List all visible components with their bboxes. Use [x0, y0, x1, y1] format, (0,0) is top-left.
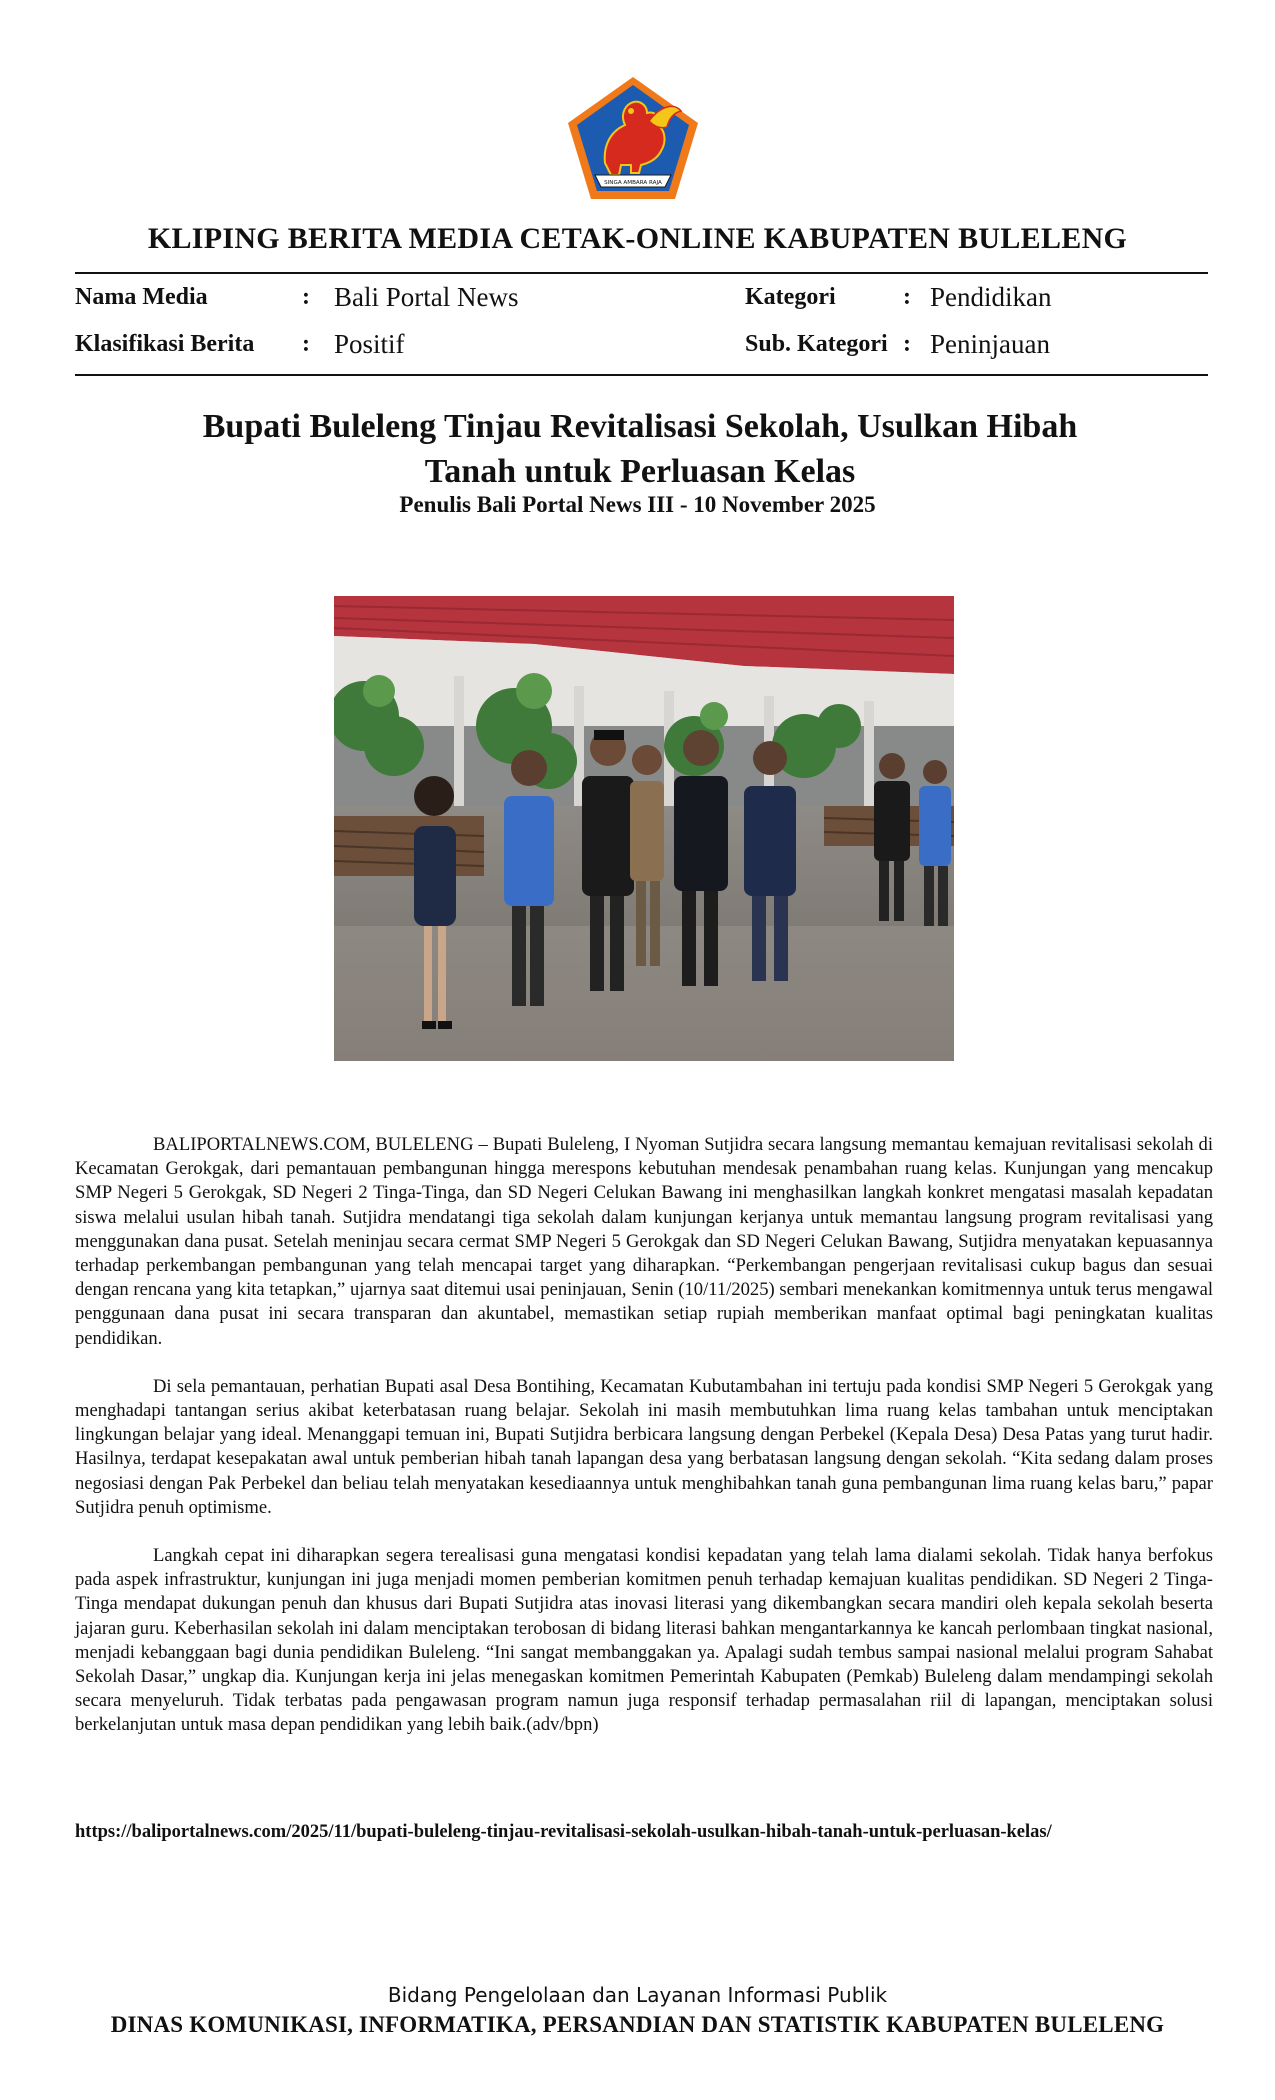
- article-paragraph-1: BALIPORTALNEWS.COM, BULELENG – Bupati Buleleng, I Nyoman Sutjidra secara langsung memantau kemajuan revitalisasi sekolah di Kecamatan Gerokgak, dari pemantauan pembangunan hingga merespons kebutuhan mendesak penambahan ruang kelas. Kunjungan yang mencakup SMP Negeri 5 Gerokgak, SD Negeri 2 Tinga-Tinga, dan SD Negeri Celukan Bawang ini menghasilkan langkah konkret mengatasi masalah kepadatan siswa melalui usulan hibah tanah. Sutjidra mendatangi tiga sekolah dalam kunjungan kerjanya untuk memantau langsung program revitalisasi yang menggunakan dana pusat. Setelah meninjau secara cermat SMP Negeri 5 Gerokgak dan SD Negeri Celukan Bawang, Sutjidra menyatakan kepuasannya terhadap perkembangan pembangunan yang telah mencapai target yang diharapkan. “Perkembangan pengerjaan revitalisasi cukup bagus dan sesuai dengan rencana yang kita tetapkan,” ujarnya saat ditemui usai peninjauan, Senin (10/11/2025) sembari menekankan komitmennya untuk terus mengawal penggunaan dana pusat ini secara transparan dan akuntabel, memastikan setiap rupiah memberikan manfaat optimal bagi peningkatan kualitas pendidikan.: [75, 1134, 1213, 1349]
- media-name-value: Bali Portal News: [334, 282, 519, 312]
- classification-colon: :: [302, 331, 310, 357]
- classification-value: Positif: [334, 329, 405, 359]
- article-paragraph-2: Di sela pemantauan, perhatian Bupati asal Desa Bontihing, Kecamatan Kubutambahan ini tertuju pada kondisi SMP Negeri 5 Gerokgak yang menghadapi tantangan serius akibat keterbatasan ruang belajar. Sekolah ini masih membutuhkan lima ruang kelas tambahan untuk menciptakan lingkungan belajar yang ideal. Menanggapi temuan ini, Bupati Sutjidra berbicara langsung dengan Perbekel (Kepala Desa) Desa Patas yang turut hadir. Hasilnya, terdapat kesepakatan awal untuk pemberian hibah tanah lapangan desa yang berbatasan langsung dengan sekolah. “Kita sedang dalam proses negosiasi dengan Pak Perbekel dan beliau telah menyatakan kesediaannya untuk menghibahkan tanah guna pembangunan lima ruang kelas baru,” papar Sutjidra penuh optimisme.: [75, 1375, 1213, 1518]
- article-paragraph-3: Langkah cepat ini diharapkan segera terealisasi guna mengatasi kondisi kepadatan yang telah lama dialami sekolah. Tidak hanya berfokus pada aspek infrastruktur, kunjungan ini juga menjadi momen pemberian komitmen penuh terhadap kemajuan kualitas pendidikan. SD Negeri 2 Tinga-Tinga mendapat dukungan penuh dan khusus dari Bupati Sutjidra atas inovasi literasi yang dikembangkan secara mandiri oleh kepala sekolah beserta jajaran guru. Keberhasilan sekolah ini dalam menciptakan terobosan di bidang literasi bahkan mengantarkannya ke kancah perlombaan tingkat nasional, menjadi kebanggaan bagi dunia pendidikan Buleleng. “Ini sangat membanggakan ya. Apalagi sudah tembus sampai nasional melalui program Sahabat Sekolah Dasar,” ungkap dia. Kunjungan kerja ini jelas menegaskan komitmen Pemerintah Kabupaten (Pemkab) Buleleng dalam mendampingi sekolah secara menyeluruh. Tidak terbatas pada pengawasan program namun juga responsif terhadap permasalahan riil di lapangan, menciptakan solusi berkelanjutan untuk masa depan pendidikan yang lebih baik.(adv/bpn): [75, 1545, 1213, 1736]
- sub-category-colon: :: [903, 331, 911, 357]
- article-body: [75, 1133, 1213, 1762]
- article-title-line-2: Tanah untuk Perluasan Kelas: [424, 453, 856, 490]
- article-title: [120, 404, 1160, 494]
- footer-department: DINAS KOMUNIKASI, INFORMATIKA, PERSANDIAN DAN STATISTIK KABUPATEN BULELENG: [110, 2012, 1165, 2037]
- article-byline: Penulis Bali Portal News III - 10 November 2025: [399, 492, 876, 517]
- header-divider: [75, 272, 1208, 274]
- category-colon: :: [903, 284, 911, 310]
- classification-label: Klasifikasi Berita: [75, 331, 255, 357]
- clipping-header-title: KLIPING BERITA MEDIA CETAK-ONLINE KABUPATEN BULELENG: [147, 222, 1128, 255]
- media-name-label: Nama Media: [75, 284, 208, 310]
- sub-category-label: Sub. Kategori: [745, 331, 888, 357]
- sub-category-value: Peninjauan: [930, 329, 1050, 359]
- footer-division: Bidang Pengelolaan dan Layanan Informasi Publik: [387, 1983, 888, 2007]
- category-label: Kategori: [745, 284, 836, 310]
- article-source-url: https://baliportalnews.com/2025/11/bupati-buleleng-tinjau-revitalisasi-sekolah-usulkan-hibah-tanah-untuk-perluasan-kelas/: [75, 1822, 1052, 1842]
- media-name-colon: :: [302, 284, 310, 310]
- buleleng-emblem-icon: [565, 75, 701, 203]
- meta-divider: [75, 374, 1208, 376]
- article-photo: [334, 596, 954, 1061]
- article-title-line-1: Bupati Buleleng Tinjau Revitalisasi Sekolah, Usulkan Hibah: [202, 408, 1078, 445]
- category-value: Pendidikan: [930, 282, 1052, 312]
- emblem-banner-text: SINGA AMBARA RAJA: [604, 180, 662, 186]
